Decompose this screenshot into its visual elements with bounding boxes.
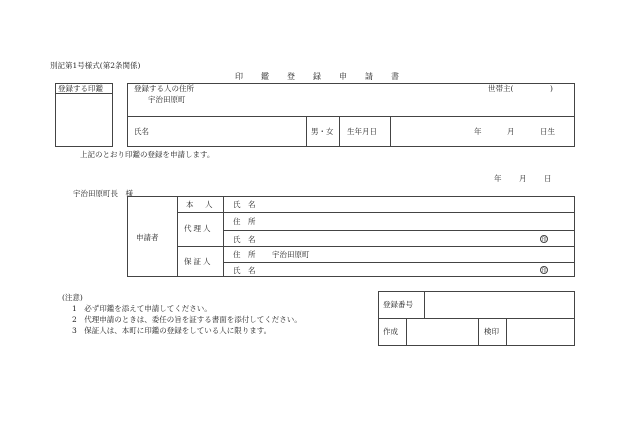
divider xyxy=(424,291,425,318)
address-value[interactable]: 宇治田原町 xyxy=(148,95,186,104)
dob-year: 年 xyxy=(474,127,482,136)
proxy-label: 代理人 xyxy=(184,224,213,233)
divider xyxy=(506,318,507,346)
guarantor-seal-icon: 印 xyxy=(541,268,547,274)
divider xyxy=(339,116,340,147)
divider xyxy=(478,318,479,346)
divider xyxy=(223,262,575,263)
divider xyxy=(177,212,575,213)
address-label: 登録する人の住所 xyxy=(134,84,194,93)
guarantor-name-label: 氏 名 xyxy=(233,266,256,275)
form-code: 別記第1号様式(第2条関係) xyxy=(50,61,141,70)
guarantor-address-value[interactable]: 宇治田原町 xyxy=(272,250,310,259)
dob-label: 生年月日 xyxy=(347,127,377,136)
applicant-group-label: 申請者 xyxy=(136,233,159,242)
note-item: 2 代理申請のときは、委任の旨を証する書面を添付してください。 xyxy=(72,315,302,324)
divider xyxy=(223,230,575,231)
self-name-label: 氏 名 xyxy=(233,200,256,209)
note-item: 1 必ず印鑑を添えて申請してください。 xyxy=(72,304,212,313)
statement: 上記のとおり印鑑の登録を申請します。 xyxy=(80,150,215,159)
self-label: 本 人 xyxy=(186,200,215,209)
guarantor-label: 保証人 xyxy=(184,257,213,266)
page-title: 印鑑登録申請書 xyxy=(235,72,417,81)
householder-close: ) xyxy=(550,84,553,93)
created-label: 作成 xyxy=(383,327,398,336)
guarantor-address-label: 住 所 xyxy=(233,250,256,259)
divider xyxy=(390,116,391,147)
seal-box-label: 登録する印鑑 xyxy=(58,84,103,93)
divider xyxy=(378,318,575,319)
verified-label: 検印 xyxy=(484,327,499,336)
divider xyxy=(406,318,407,346)
date-day: 日 xyxy=(544,174,552,183)
proxy-name-label: 氏 名 xyxy=(233,235,256,244)
divider xyxy=(177,196,178,277)
divider xyxy=(306,116,307,147)
date-year: 年 xyxy=(494,174,502,183)
dob-month: 月 xyxy=(507,127,515,136)
seal-box-divider xyxy=(55,93,113,94)
registrant-divider xyxy=(127,116,575,117)
name-label: 氏名 xyxy=(134,127,149,136)
reg-no-label: 登録番号 xyxy=(383,300,413,309)
proxy-seal-icon: 印 xyxy=(541,237,547,243)
date-month: 月 xyxy=(519,174,527,183)
householder-label: 世帯主( xyxy=(488,84,514,93)
dob-day: 日生 xyxy=(540,127,555,136)
divider xyxy=(177,246,575,247)
proxy-address-label: 住 所 xyxy=(233,217,256,226)
divider xyxy=(223,196,224,277)
sex-label[interactable]: 男・女 xyxy=(311,127,334,136)
note-item: 3 保証人は、本町に印鑑の登録をしている人に限ります。 xyxy=(72,326,272,335)
notes-heading: (注意) xyxy=(62,293,83,302)
addressee: 宇治田原町長 様 xyxy=(73,189,133,198)
